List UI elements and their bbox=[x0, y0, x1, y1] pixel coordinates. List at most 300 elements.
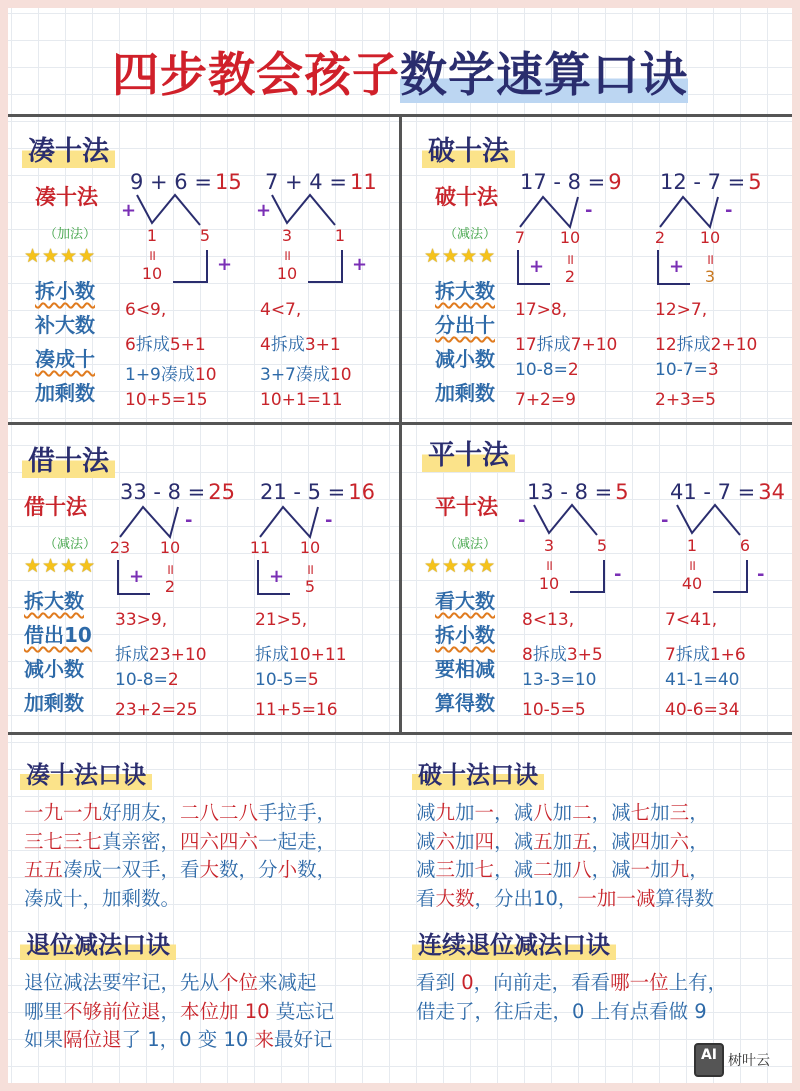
rhyme-text bbox=[24, 799, 336, 913]
step-line bbox=[665, 640, 746, 665]
step-text: 10+1=11 bbox=[260, 390, 343, 410]
step-text: 拆成 bbox=[115, 645, 149, 665]
merged-number: 2 bbox=[564, 267, 576, 286]
step-text: 2 bbox=[167, 670, 179, 690]
step-text: 2+10 bbox=[710, 335, 758, 355]
split-number: 1 bbox=[334, 226, 346, 245]
rhyme-line bbox=[416, 998, 727, 1027]
step-text: 1+9凑成 bbox=[125, 365, 195, 385]
step-text: 3+5 bbox=[566, 645, 603, 665]
rhyme-segment: 加 bbox=[455, 801, 475, 824]
bracket-line bbox=[570, 560, 604, 592]
operation-sign: - bbox=[661, 510, 669, 531]
merged-number: 10 bbox=[276, 264, 298, 283]
step-line bbox=[655, 300, 707, 320]
rhyme-segment: 哪一位 bbox=[610, 971, 669, 994]
operation-sign: + bbox=[129, 566, 145, 587]
operation-sign: + bbox=[256, 200, 272, 221]
step-text: 5 bbox=[307, 670, 319, 690]
worked-example bbox=[655, 170, 790, 420]
rhyme-segment: 一 bbox=[630, 858, 651, 881]
rhyme-segment: 凑成十，加剩数。 bbox=[24, 886, 181, 910]
split-number: 23 bbox=[109, 538, 131, 557]
step-label: 加剩数 bbox=[24, 691, 84, 715]
decomposition-lines bbox=[515, 170, 650, 300]
method-panel bbox=[0, 425, 400, 733]
rhyme-segment: 一起走， bbox=[258, 829, 337, 853]
step-text: 拆成 bbox=[532, 645, 567, 665]
watermark-logo: AI bbox=[694, 1043, 724, 1077]
operation-sign: - bbox=[757, 564, 765, 585]
rhyme-line bbox=[416, 885, 714, 914]
equation-result: 5 bbox=[748, 170, 762, 194]
panel-heading: 破十法 bbox=[422, 129, 515, 168]
split-line bbox=[260, 507, 318, 537]
rhyme-heading: 破十法口诀 bbox=[412, 755, 544, 790]
rhyme-segment: ， bbox=[689, 829, 709, 853]
step-line bbox=[515, 390, 576, 410]
rhyme-segment: 加 bbox=[650, 858, 670, 881]
step-label: 分出十 bbox=[435, 313, 495, 337]
rhyme-segment: ，减 bbox=[494, 829, 534, 853]
panel-heading: 借十法 bbox=[22, 439, 115, 478]
rhyme-segment: 上有， bbox=[668, 971, 728, 994]
operation-sign: - bbox=[725, 200, 733, 221]
rhyme-line bbox=[416, 799, 714, 828]
equation-left: 13 - 8 = bbox=[527, 480, 613, 504]
equation-left: 33 - 8 = bbox=[120, 480, 206, 504]
rhyme-heading: 连续退位减法口诀 bbox=[412, 925, 616, 960]
operation-sign: + bbox=[269, 566, 285, 587]
rhyme-segment: 二 bbox=[533, 858, 553, 881]
step-text: 1+6 bbox=[709, 645, 746, 665]
rhyme-segment: 七 bbox=[630, 801, 651, 824]
equation-result: 34 bbox=[758, 480, 786, 504]
method-name: 平十法 bbox=[435, 495, 498, 519]
worked-example bbox=[121, 170, 260, 420]
rhyme-segment: ， bbox=[689, 801, 709, 824]
rhyme-segment: 加 bbox=[552, 801, 573, 824]
rhyme-segment: 好朋友， bbox=[102, 801, 181, 824]
difficulty-stars: ★★★★ bbox=[24, 245, 97, 267]
rhyme-segment: ，向前走，看看 bbox=[473, 971, 611, 994]
rhyme-segment: 真亲密， bbox=[102, 829, 181, 853]
step-text: 4 bbox=[260, 335, 271, 355]
rhyme-line bbox=[24, 885, 336, 914]
method-panel bbox=[400, 425, 800, 733]
rhyme-segment: 六 bbox=[669, 829, 690, 853]
decomposition-lines bbox=[115, 480, 250, 610]
step-line bbox=[522, 610, 574, 630]
step-line bbox=[515, 360, 579, 380]
split-number: 10 bbox=[159, 538, 181, 557]
rhyme-segment: ，减 bbox=[494, 858, 534, 881]
rhyme-segment: 加 bbox=[552, 858, 573, 881]
rhyme-line bbox=[416, 828, 714, 857]
operation-sign: - bbox=[185, 510, 193, 531]
rhyme-segment: 加 bbox=[455, 829, 475, 853]
rhyme-segment: 大数 bbox=[435, 886, 475, 910]
step-line bbox=[655, 330, 757, 355]
rhyme-segment: 五 bbox=[533, 829, 553, 853]
difficulty-stars: ★★★★ bbox=[424, 555, 497, 577]
split-number: 10 bbox=[559, 228, 581, 247]
rhyme-line bbox=[24, 1026, 334, 1055]
rhyme-segment: 七 bbox=[474, 858, 495, 881]
method-name: 破十法 bbox=[435, 185, 498, 209]
split-line bbox=[120, 507, 178, 537]
step-line bbox=[665, 700, 739, 720]
step-text: 40-6=34 bbox=[665, 700, 740, 720]
rhyme-segment: 如果 bbox=[24, 1028, 64, 1051]
step-line bbox=[115, 700, 198, 720]
rhyme-line bbox=[416, 856, 714, 885]
worked-example bbox=[661, 480, 800, 730]
worked-example bbox=[109, 480, 250, 730]
equals-sign-vertical: ॥ bbox=[687, 558, 697, 574]
step-text: 7+2=9 bbox=[515, 390, 576, 410]
rhyme-line bbox=[24, 828, 336, 857]
step-label: 凑成十 bbox=[35, 347, 95, 371]
step-label: 加剩数 bbox=[35, 381, 95, 405]
rhyme-segment: 八 bbox=[572, 858, 592, 881]
rhyme-segment: 九 bbox=[435, 801, 456, 824]
step-label: 拆小数 bbox=[35, 279, 95, 303]
split-number: 7 bbox=[514, 228, 526, 247]
step-text: 12 bbox=[655, 335, 677, 355]
method-type: （减法） bbox=[444, 227, 497, 242]
operation-sign: - bbox=[614, 564, 622, 585]
step-line bbox=[260, 300, 301, 320]
rhyme-heading: 凑十法口诀 bbox=[20, 755, 152, 790]
rhyme-segment: 本位加 10 bbox=[180, 999, 270, 1023]
rhyme-line bbox=[24, 799, 336, 828]
rhyme-text bbox=[416, 969, 727, 1026]
rhyme-segment: 二 bbox=[572, 801, 592, 824]
rhyme-segment: ， bbox=[160, 999, 181, 1023]
step-text: 3+1 bbox=[304, 335, 341, 355]
step-text: 41-1=40 bbox=[665, 670, 740, 690]
split-line bbox=[272, 195, 335, 225]
rhyme-line bbox=[416, 969, 727, 998]
step-text: 21>5, bbox=[255, 610, 308, 630]
rhyme-segment: 四 bbox=[474, 829, 495, 853]
split-line bbox=[534, 505, 597, 535]
rhyme-segment: 了 1，0 变 10 bbox=[121, 1028, 255, 1051]
split-number: 1 bbox=[686, 536, 698, 555]
step-label: 看大数 bbox=[435, 589, 495, 613]
step-line bbox=[260, 390, 343, 410]
equation-left: 12 - 7 = bbox=[660, 170, 746, 194]
difficulty-stars: ★★★★ bbox=[24, 555, 97, 577]
merged-number: 10 bbox=[538, 574, 560, 593]
method-name: 凑十法 bbox=[35, 185, 98, 209]
rhyme-segment: 退位减法要牢记，先从 bbox=[24, 971, 220, 994]
rhyme-segment: 加 bbox=[650, 801, 670, 824]
step-line bbox=[255, 610, 307, 630]
equation-result: 11 bbox=[349, 170, 377, 194]
step-text: 10-7= bbox=[655, 360, 708, 380]
title-part-2: 数学速算口诀 bbox=[400, 48, 688, 103]
step-line bbox=[260, 330, 341, 355]
watermark-text: 树叶云 bbox=[728, 1053, 770, 1069]
rhyme-segment: 减 bbox=[416, 858, 436, 881]
step-line bbox=[655, 390, 716, 410]
step-text: 3+7凑成 bbox=[260, 365, 330, 385]
merged-number: 3 bbox=[704, 267, 716, 286]
step-text: 8 bbox=[522, 645, 533, 665]
equation-left: 41 - 7 = bbox=[670, 480, 756, 504]
method-panel bbox=[0, 115, 400, 423]
rhyme-segment: 减 bbox=[416, 829, 436, 853]
step-line bbox=[522, 670, 596, 690]
title-part-1: 四步教会孩子 bbox=[112, 48, 400, 103]
method-type: （加法） bbox=[44, 227, 97, 242]
step-text: 7<41, bbox=[665, 610, 718, 630]
equation-left: 9 + 6 = bbox=[130, 170, 212, 194]
bracket-line bbox=[713, 560, 747, 592]
step-text: 10 bbox=[194, 365, 217, 385]
rhyme-text bbox=[24, 969, 334, 1055]
rhyme-segment: ，减 bbox=[494, 801, 534, 824]
step-label: 算得数 bbox=[435, 691, 495, 715]
step-text: 6<9, bbox=[125, 300, 167, 320]
bracket-line bbox=[173, 250, 207, 282]
equation-left: 17 - 8 = bbox=[520, 170, 606, 194]
split-line bbox=[660, 197, 718, 227]
step-text: 10+5=15 bbox=[125, 390, 208, 410]
operation-sign: + bbox=[121, 200, 137, 221]
rhyme-segment: 三 bbox=[435, 858, 456, 881]
rhyme-segment: 凑成一双手，看 bbox=[63, 858, 200, 881]
step-line bbox=[125, 390, 208, 410]
rhyme-segment: 一九一九 bbox=[24, 801, 103, 824]
step-line bbox=[665, 610, 717, 630]
rhyme-heading: 退位减法口诀 bbox=[20, 925, 176, 960]
split-number: 1 bbox=[146, 226, 158, 245]
rhyme-segment: 六 bbox=[435, 829, 456, 853]
rhyme-segment: 数，分 bbox=[219, 858, 278, 881]
step-text: 10-8= bbox=[515, 360, 568, 380]
equals-sign-vertical: ॥ bbox=[705, 252, 715, 268]
split-number: 3 bbox=[543, 536, 555, 555]
step-line bbox=[665, 670, 739, 690]
method-type: （减法） bbox=[444, 537, 497, 552]
rhyme-line bbox=[24, 856, 336, 885]
rhyme-segment: 不够前位退 bbox=[63, 999, 161, 1023]
step-text: 3 bbox=[707, 360, 719, 380]
equation-left: 21 - 5 = bbox=[260, 480, 346, 504]
rhyme-segment: ，减 bbox=[591, 801, 631, 824]
page-title bbox=[0, 38, 800, 105]
step-text: 4<7, bbox=[260, 300, 302, 320]
rhyme-segment: 数， bbox=[297, 858, 337, 881]
rhyme-segment: ，分出10， bbox=[474, 886, 578, 910]
step-text: 10+11 bbox=[289, 645, 347, 665]
worked-example bbox=[515, 170, 650, 420]
method-type: （减法） bbox=[44, 537, 97, 552]
step-text: 拆成 bbox=[676, 335, 711, 355]
step-label: 拆大数 bbox=[435, 279, 495, 303]
equation-result: 5 bbox=[615, 480, 629, 504]
rhyme-segment: 小 bbox=[277, 858, 298, 881]
step-text: 13-3=10 bbox=[522, 670, 597, 690]
step-text: 33>9, bbox=[115, 610, 168, 630]
step-label: 减小数 bbox=[435, 347, 495, 371]
split-number: 3 bbox=[281, 226, 293, 245]
operation-sign: - bbox=[325, 510, 333, 531]
worked-example bbox=[518, 480, 657, 730]
step-line bbox=[522, 640, 603, 665]
rhyme-line bbox=[24, 969, 334, 998]
step-line bbox=[515, 330, 617, 355]
step-text: 7 bbox=[665, 645, 676, 665]
rhyme-segment: ， bbox=[689, 858, 709, 881]
step-label: 借出10 bbox=[24, 623, 92, 647]
split-number: 10 bbox=[699, 228, 721, 247]
step-text: 12>7, bbox=[655, 300, 708, 320]
step-line bbox=[255, 670, 319, 690]
step-line bbox=[115, 640, 207, 665]
decomposition-lines bbox=[255, 480, 390, 610]
equation-result: 9 bbox=[608, 170, 622, 194]
rhyme-segment: 二八二八 bbox=[180, 801, 259, 824]
decomposition-lines bbox=[655, 170, 790, 300]
rhyme-segment: 一 bbox=[474, 801, 495, 824]
operation-sign: + bbox=[529, 256, 545, 277]
step-text: 2+3=5 bbox=[655, 390, 716, 410]
step-text: 5+1 bbox=[169, 335, 206, 355]
split-line bbox=[677, 505, 740, 535]
equals-sign-vertical: ॥ bbox=[305, 562, 315, 578]
rhyme-segment: 四六四六 bbox=[180, 829, 259, 853]
step-text: 10-5=5 bbox=[522, 700, 586, 720]
rhyme-segment: 看 bbox=[416, 886, 436, 910]
step-text: 6 bbox=[125, 335, 136, 355]
rhyme-segment: 五 bbox=[572, 829, 592, 853]
step-line bbox=[125, 360, 217, 385]
split-line bbox=[137, 195, 200, 225]
step-text: 17>8, bbox=[515, 300, 568, 320]
split-line bbox=[520, 197, 578, 227]
step-text: 拆成 bbox=[270, 335, 305, 355]
step-label: 补大数 bbox=[35, 313, 95, 337]
rhyme-segment: 来减起 bbox=[258, 971, 317, 994]
rhyme-segment: 最好记 bbox=[273, 1028, 333, 1051]
step-line bbox=[255, 700, 338, 720]
step-label: 减小数 bbox=[24, 657, 84, 681]
step-text: 23+2=25 bbox=[115, 700, 198, 720]
difficulty-stars: ★★★★ bbox=[424, 245, 497, 267]
step-text: 拆成 bbox=[255, 645, 289, 665]
split-number: 10 bbox=[299, 538, 321, 557]
operation-sign: + bbox=[217, 254, 233, 275]
equation-result: 15 bbox=[214, 170, 242, 194]
method-name: 借十法 bbox=[24, 495, 87, 519]
step-line bbox=[115, 610, 167, 630]
merged-number: 5 bbox=[304, 577, 316, 596]
split-number: 5 bbox=[199, 226, 211, 245]
step-line bbox=[515, 300, 567, 320]
rhyme-segment: 看到 bbox=[416, 971, 462, 994]
operation-sign: - bbox=[518, 510, 526, 531]
watermark bbox=[694, 1043, 770, 1077]
rhyme-segment: 一加一减 bbox=[577, 886, 656, 910]
bracket-line bbox=[308, 250, 342, 282]
split-number: 6 bbox=[739, 536, 751, 555]
rhyme-segment: 加 bbox=[552, 829, 573, 853]
rhyme-segment: 三七三七 bbox=[24, 829, 103, 853]
split-number: 5 bbox=[596, 536, 608, 555]
merged-number: 10 bbox=[141, 264, 163, 283]
equals-sign-vertical: ॥ bbox=[165, 562, 175, 578]
step-text: 拆成 bbox=[135, 335, 170, 355]
step-label: 拆大数 bbox=[24, 589, 84, 613]
equals-sign-vertical: ॥ bbox=[544, 558, 554, 574]
rhyme-text bbox=[416, 799, 714, 913]
rhyme-segment: 四 bbox=[630, 829, 651, 853]
rhyme-segment: 加 bbox=[650, 829, 670, 853]
operation-sign: + bbox=[669, 256, 685, 277]
step-text: 11+5=16 bbox=[255, 700, 338, 720]
step-line bbox=[260, 360, 352, 385]
worked-example bbox=[249, 480, 390, 730]
rhyme-segment: 个位 bbox=[219, 971, 259, 994]
step-line bbox=[522, 700, 586, 720]
rhyme-segment: 借走了，往后走，0 上有点看做 9 bbox=[416, 999, 707, 1023]
step-text: 23+10 bbox=[149, 645, 207, 665]
rhyme-segment: 三 bbox=[669, 801, 690, 824]
split-number: 2 bbox=[654, 228, 666, 247]
merged-number: 40 bbox=[681, 574, 703, 593]
split-number: 11 bbox=[249, 538, 271, 557]
equation-result: 25 bbox=[208, 480, 236, 504]
step-text: 10-8= bbox=[115, 670, 168, 690]
operation-sign: - bbox=[585, 200, 593, 221]
equals-sign-vertical: ॥ bbox=[282, 248, 292, 264]
panel-heading: 平十法 bbox=[422, 433, 515, 472]
rhyme-segment: 来 bbox=[254, 1028, 274, 1051]
step-text: 10-5= bbox=[255, 670, 308, 690]
equation-left: 7 + 4 = bbox=[265, 170, 347, 194]
rhyme-segment: 隔位退 bbox=[63, 1028, 122, 1051]
rhyme-segment: 手拉手， bbox=[258, 801, 337, 824]
rhyme-segment: 大 bbox=[199, 858, 220, 881]
step-line bbox=[115, 670, 179, 690]
step-text: 拆成 bbox=[536, 335, 571, 355]
step-label: 拆小数 bbox=[435, 623, 495, 647]
rhyme-segment: 莫忘记 bbox=[269, 999, 335, 1023]
rhyme-segment: 五五 bbox=[24, 858, 64, 881]
step-text: 拆成 bbox=[675, 645, 710, 665]
step-line bbox=[125, 300, 166, 320]
step-text: 17 bbox=[515, 335, 537, 355]
step-line bbox=[655, 360, 719, 380]
equals-sign-vertical: ॥ bbox=[147, 248, 157, 264]
panel-heading: 凑十法 bbox=[22, 129, 115, 168]
step-line bbox=[125, 330, 206, 355]
step-text: 7+10 bbox=[570, 335, 618, 355]
rhyme-segment: 九 bbox=[669, 858, 690, 881]
rhyme-segment: ，减 bbox=[591, 829, 631, 853]
rhyme-segment: 算得数 bbox=[655, 886, 714, 910]
step-label: 要相减 bbox=[435, 657, 495, 681]
rhyme-line bbox=[24, 998, 334, 1027]
operation-sign: + bbox=[352, 254, 368, 275]
equals-sign-vertical: ॥ bbox=[565, 252, 575, 268]
worked-example bbox=[256, 170, 395, 420]
rhyme-segment: 哪里 bbox=[24, 999, 64, 1023]
